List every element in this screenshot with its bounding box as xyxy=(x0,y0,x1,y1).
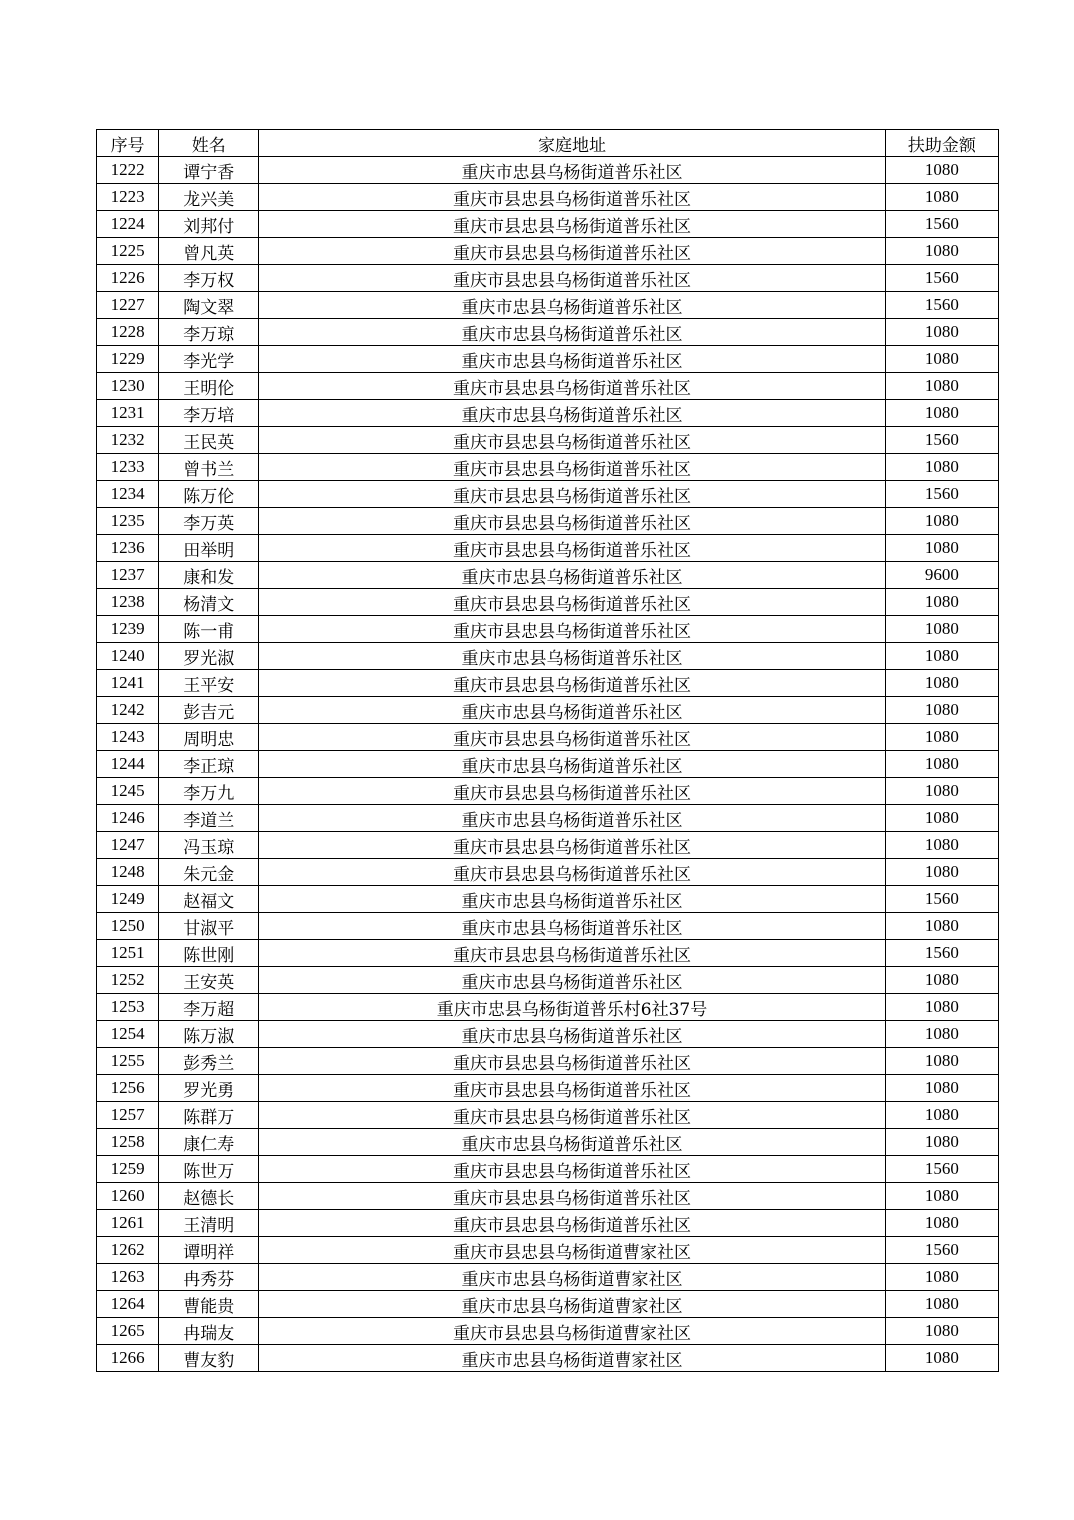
address-cell: 重庆市县忠县乌杨街道普乐社区 xyxy=(259,238,885,265)
table-row xyxy=(97,913,999,940)
name-cell: 李万权 xyxy=(159,265,259,292)
address-cell: 重庆市县忠县乌杨街道普乐社区 xyxy=(259,1210,885,1237)
amount-cell: 1560 xyxy=(885,940,998,967)
amount-cell: 1080 xyxy=(885,643,998,670)
name-cell: 杨清文 xyxy=(159,589,259,616)
name-cell: 王安英 xyxy=(159,967,259,994)
address-cell: 重庆市忠县乌杨街道普乐社区 xyxy=(259,1129,885,1156)
name-cell: 朱元金 xyxy=(159,859,259,886)
serial-number-cell: 1246 xyxy=(97,805,159,832)
header-serial-number: 序号 xyxy=(97,130,159,157)
serial-number-cell: 1222 xyxy=(97,157,159,184)
serial-number-cell: 1253 xyxy=(97,994,159,1021)
name-cell: 曾书兰 xyxy=(159,454,259,481)
table-row xyxy=(97,1264,999,1291)
serial-number-cell: 1235 xyxy=(97,508,159,535)
table-row xyxy=(97,562,999,589)
serial-number-cell: 1256 xyxy=(97,1075,159,1102)
amount-cell: 1080 xyxy=(885,913,998,940)
amount-cell: 1560 xyxy=(885,211,998,238)
address-cell: 重庆市县忠县乌杨街道普乐社区 xyxy=(259,1156,885,1183)
table-row xyxy=(97,1021,999,1048)
serial-number-cell: 1254 xyxy=(97,1021,159,1048)
address-cell: 重庆市县忠县乌杨街道普乐社区 xyxy=(259,1102,885,1129)
amount-cell: 1080 xyxy=(885,1102,998,1129)
address-cell: 重庆市县忠县乌杨街道普乐社区 xyxy=(259,373,885,400)
amount-cell: 1080 xyxy=(885,238,998,265)
address-cell: 重庆市忠县乌杨街道普乐社区 xyxy=(259,562,885,589)
amount-cell: 1080 xyxy=(885,1048,998,1075)
amount-cell: 9600 xyxy=(885,562,998,589)
amount-cell: 1080 xyxy=(885,1021,998,1048)
amount-cell: 1560 xyxy=(885,292,998,319)
serial-number-cell: 1243 xyxy=(97,724,159,751)
address-cell: 重庆市县忠县乌杨街道普乐社区 xyxy=(259,1048,885,1075)
serial-number-cell: 1233 xyxy=(97,454,159,481)
table-row xyxy=(97,1318,999,1345)
address-cell: 重庆市县忠县乌杨街道普乐社区 xyxy=(259,427,885,454)
name-cell: 康仁寿 xyxy=(159,1129,259,1156)
name-cell: 冯玉琼 xyxy=(159,832,259,859)
amount-cell: 1080 xyxy=(885,346,998,373)
address-cell: 重庆市忠县乌杨街道曹家社区 xyxy=(259,1345,885,1372)
address-cell: 重庆市县忠县乌杨街道普乐社区 xyxy=(259,1183,885,1210)
amount-cell: 1080 xyxy=(885,1075,998,1102)
name-cell: 李正琼 xyxy=(159,751,259,778)
name-cell: 龙兴美 xyxy=(159,184,259,211)
serial-number-cell: 1263 xyxy=(97,1264,159,1291)
amount-cell: 1080 xyxy=(885,805,998,832)
amount-cell: 1080 xyxy=(885,994,998,1021)
serial-number-cell: 1224 xyxy=(97,211,159,238)
serial-number-cell: 1225 xyxy=(97,238,159,265)
table-row xyxy=(97,1048,999,1075)
name-cell: 王清明 xyxy=(159,1210,259,1237)
table-row xyxy=(97,535,999,562)
table-row xyxy=(97,778,999,805)
name-cell: 谭宁香 xyxy=(159,157,259,184)
amount-cell: 1080 xyxy=(885,859,998,886)
table-header-row xyxy=(97,130,999,157)
table-row xyxy=(97,346,999,373)
name-cell: 陈一甫 xyxy=(159,616,259,643)
address-cell: 重庆市忠县乌杨街道普乐社区 xyxy=(259,967,885,994)
table-row xyxy=(97,427,999,454)
table-body xyxy=(97,157,999,1372)
name-cell: 彭吉元 xyxy=(159,697,259,724)
table-row xyxy=(97,292,999,319)
header-assistance-amount: 扶助金额 xyxy=(885,130,998,157)
table-row xyxy=(97,1210,999,1237)
serial-number-cell: 1237 xyxy=(97,562,159,589)
address-cell: 重庆市县忠县乌杨街道普乐社区 xyxy=(259,184,885,211)
amount-cell: 1080 xyxy=(885,373,998,400)
table-row xyxy=(97,481,999,508)
table-row xyxy=(97,1345,999,1372)
serial-number-cell: 1251 xyxy=(97,940,159,967)
name-cell: 甘淑平 xyxy=(159,913,259,940)
serial-number-cell: 1255 xyxy=(97,1048,159,1075)
amount-cell: 1080 xyxy=(885,1318,998,1345)
serial-number-cell: 1257 xyxy=(97,1102,159,1129)
serial-number-cell: 1228 xyxy=(97,319,159,346)
serial-number-cell: 1265 xyxy=(97,1318,159,1345)
serial-number-cell: 1229 xyxy=(97,346,159,373)
address-cell: 重庆市县忠县乌杨街道普乐社区 xyxy=(259,481,885,508)
table-row xyxy=(97,886,999,913)
name-cell: 李道兰 xyxy=(159,805,259,832)
serial-number-cell: 1239 xyxy=(97,616,159,643)
name-cell: 田举明 xyxy=(159,535,259,562)
serial-number-cell: 1232 xyxy=(97,427,159,454)
address-cell: 重庆市忠县乌杨街道普乐社区 xyxy=(259,319,885,346)
table-row xyxy=(97,319,999,346)
amount-cell: 1560 xyxy=(885,1156,998,1183)
table-row xyxy=(97,805,999,832)
amount-cell: 1080 xyxy=(885,1210,998,1237)
amount-cell: 1080 xyxy=(885,670,998,697)
serial-number-cell: 1252 xyxy=(97,967,159,994)
table-row xyxy=(97,616,999,643)
table-row xyxy=(97,859,999,886)
serial-number-cell: 1244 xyxy=(97,751,159,778)
serial-number-cell: 1258 xyxy=(97,1129,159,1156)
name-cell: 陈万淑 xyxy=(159,1021,259,1048)
address-cell: 重庆市忠县乌杨街道普乐社区 xyxy=(259,1021,885,1048)
address-cell: 重庆市忠县乌杨街道普乐社区 xyxy=(259,697,885,724)
amount-cell: 1080 xyxy=(885,400,998,427)
table-row xyxy=(97,643,999,670)
amount-cell: 1560 xyxy=(885,886,998,913)
address-cell: 重庆市县忠县乌杨街道普乐社区 xyxy=(259,535,885,562)
serial-number-cell: 1259 xyxy=(97,1156,159,1183)
amount-cell: 1080 xyxy=(885,832,998,859)
address-cell: 重庆市县忠县乌杨街道普乐社区 xyxy=(259,454,885,481)
table-row xyxy=(97,1075,999,1102)
amount-cell: 1560 xyxy=(885,1237,998,1264)
table-row xyxy=(97,157,999,184)
table-row xyxy=(97,832,999,859)
amount-cell: 1080 xyxy=(885,1183,998,1210)
table-row xyxy=(97,1291,999,1318)
name-cell: 李万琼 xyxy=(159,319,259,346)
name-cell: 陈世万 xyxy=(159,1156,259,1183)
address-cell: 重庆市县忠县乌杨街道普乐社区 xyxy=(259,724,885,751)
table-row xyxy=(97,994,999,1021)
name-cell: 李万培 xyxy=(159,400,259,427)
address-cell: 重庆市县忠县乌杨街道普乐社区 xyxy=(259,778,885,805)
serial-number-cell: 1241 xyxy=(97,670,159,697)
amount-cell: 1080 xyxy=(885,157,998,184)
serial-number-cell: 1240 xyxy=(97,643,159,670)
amount-cell: 1080 xyxy=(885,724,998,751)
address-cell: 重庆市县忠县乌杨街道普乐社区 xyxy=(259,859,885,886)
name-cell: 赵德长 xyxy=(159,1183,259,1210)
amount-cell: 1080 xyxy=(885,616,998,643)
name-cell: 李万九 xyxy=(159,778,259,805)
table-row xyxy=(97,454,999,481)
amount-cell: 1080 xyxy=(885,697,998,724)
address-cell: 重庆市忠县乌杨街道普乐社区 xyxy=(259,751,885,778)
address-cell: 重庆市县忠县乌杨街道普乐社区 xyxy=(259,670,885,697)
name-cell: 周明忠 xyxy=(159,724,259,751)
name-cell: 冉秀芬 xyxy=(159,1264,259,1291)
serial-number-cell: 1236 xyxy=(97,535,159,562)
table-row xyxy=(97,211,999,238)
amount-cell: 1560 xyxy=(885,427,998,454)
table-row xyxy=(97,1183,999,1210)
table-row xyxy=(97,697,999,724)
address-cell: 重庆市县忠县乌杨街道曹家社区 xyxy=(259,1237,885,1264)
serial-number-cell: 1264 xyxy=(97,1291,159,1318)
serial-number-cell: 1227 xyxy=(97,292,159,319)
table-row xyxy=(97,1156,999,1183)
amount-cell: 1560 xyxy=(885,481,998,508)
amount-cell: 1080 xyxy=(885,1345,998,1372)
amount-cell: 1080 xyxy=(885,778,998,805)
serial-number-cell: 1245 xyxy=(97,778,159,805)
serial-number-cell: 1226 xyxy=(97,265,159,292)
serial-number-cell: 1230 xyxy=(97,373,159,400)
name-cell: 陶文翠 xyxy=(159,292,259,319)
amount-cell: 1080 xyxy=(885,508,998,535)
amount-cell: 1080 xyxy=(885,967,998,994)
name-cell: 曹能贵 xyxy=(159,1291,259,1318)
name-cell: 彭秀兰 xyxy=(159,1048,259,1075)
address-cell: 重庆市县忠县乌杨街道普乐社区 xyxy=(259,508,885,535)
name-cell: 王平安 xyxy=(159,670,259,697)
address-cell: 重庆市忠县乌杨街道普乐社区 xyxy=(259,346,885,373)
table-row xyxy=(97,400,999,427)
table-row xyxy=(97,238,999,265)
table-row xyxy=(97,265,999,292)
name-cell: 罗光淑 xyxy=(159,643,259,670)
serial-number-cell: 1247 xyxy=(97,832,159,859)
table-row xyxy=(97,940,999,967)
table-row xyxy=(97,724,999,751)
name-cell: 李万超 xyxy=(159,994,259,1021)
address-cell: 重庆市忠县乌杨街道曹家社区 xyxy=(259,1264,885,1291)
address-cell: 重庆市县忠县乌杨街道普乐社区 xyxy=(259,589,885,616)
name-cell: 曾凡英 xyxy=(159,238,259,265)
address-cell: 重庆市忠县乌杨街道普乐社区 xyxy=(259,400,885,427)
address-cell: 重庆市县忠县乌杨街道普乐社区 xyxy=(259,265,885,292)
amount-cell: 1080 xyxy=(885,535,998,562)
header-home-address: 家庭地址 xyxy=(259,130,885,157)
name-cell: 罗光勇 xyxy=(159,1075,259,1102)
name-cell: 王明伦 xyxy=(159,373,259,400)
serial-number-cell: 1250 xyxy=(97,913,159,940)
address-cell: 重庆市忠县乌杨街道普乐社区 xyxy=(259,157,885,184)
address-cell: 重庆市忠县乌杨街道曹家社区 xyxy=(259,1291,885,1318)
name-cell: 陈万伦 xyxy=(159,481,259,508)
amount-cell: 1560 xyxy=(885,265,998,292)
name-cell: 王民英 xyxy=(159,427,259,454)
table-row xyxy=(97,670,999,697)
name-cell: 冉瑞友 xyxy=(159,1318,259,1345)
address-cell: 重庆市县忠县乌杨街道曹家社区 xyxy=(259,1318,885,1345)
address-cell: 重庆市县忠县乌杨街道普乐社区 xyxy=(259,616,885,643)
address-cell: 重庆市县忠县乌杨街道普乐社区 xyxy=(259,211,885,238)
serial-number-cell: 1249 xyxy=(97,886,159,913)
table-row xyxy=(97,373,999,400)
serial-number-cell: 1238 xyxy=(97,589,159,616)
serial-number-cell: 1234 xyxy=(97,481,159,508)
address-cell: 重庆市忠县乌杨街道普乐社区 xyxy=(259,913,885,940)
name-cell: 赵福文 xyxy=(159,886,259,913)
assistance-table xyxy=(96,129,999,1372)
name-cell: 曹友豹 xyxy=(159,1345,259,1372)
serial-number-cell: 1231 xyxy=(97,400,159,427)
table-row xyxy=(97,967,999,994)
address-cell: 重庆市忠县乌杨街道普乐社区 xyxy=(259,643,885,670)
amount-cell: 1080 xyxy=(885,1291,998,1318)
amount-cell: 1080 xyxy=(885,751,998,778)
serial-number-cell: 1223 xyxy=(97,184,159,211)
table-row xyxy=(97,1237,999,1264)
name-cell: 李光学 xyxy=(159,346,259,373)
table-row xyxy=(97,508,999,535)
address-cell: 重庆市忠县乌杨街道普乐社区 xyxy=(259,292,885,319)
amount-cell: 1080 xyxy=(885,1129,998,1156)
address-cell: 重庆市县忠县乌杨街道普乐社区 xyxy=(259,832,885,859)
serial-number-cell: 1260 xyxy=(97,1183,159,1210)
address-cell: 重庆市县忠县乌杨街道普乐社区 xyxy=(259,940,885,967)
table-row xyxy=(97,184,999,211)
name-cell: 谭明祥 xyxy=(159,1237,259,1264)
name-cell: 康和发 xyxy=(159,562,259,589)
address-cell: 重庆市忠县乌杨街道普乐社区 xyxy=(259,886,885,913)
amount-cell: 1080 xyxy=(885,1264,998,1291)
address-cell: 重庆市县忠县乌杨街道普乐社区 xyxy=(259,1075,885,1102)
amount-cell: 1080 xyxy=(885,454,998,481)
name-cell: 李万英 xyxy=(159,508,259,535)
amount-cell: 1080 xyxy=(885,184,998,211)
address-cell: 重庆市忠县乌杨街道普乐社区 xyxy=(259,805,885,832)
serial-number-cell: 1242 xyxy=(97,697,159,724)
header-name: 姓名 xyxy=(159,130,259,157)
name-cell: 陈世刚 xyxy=(159,940,259,967)
address-cell: 重庆市忠县乌杨街道普乐村6社37号 xyxy=(259,994,885,1021)
table-row xyxy=(97,1129,999,1156)
table-row xyxy=(97,589,999,616)
table-row xyxy=(97,751,999,778)
amount-cell: 1080 xyxy=(885,589,998,616)
amount-cell: 1080 xyxy=(885,319,998,346)
serial-number-cell: 1266 xyxy=(97,1345,159,1372)
name-cell: 陈群万 xyxy=(159,1102,259,1129)
serial-number-cell: 1261 xyxy=(97,1210,159,1237)
serial-number-cell: 1248 xyxy=(97,859,159,886)
serial-number-cell: 1262 xyxy=(97,1237,159,1264)
table-row xyxy=(97,1102,999,1129)
name-cell: 刘邦付 xyxy=(159,211,259,238)
